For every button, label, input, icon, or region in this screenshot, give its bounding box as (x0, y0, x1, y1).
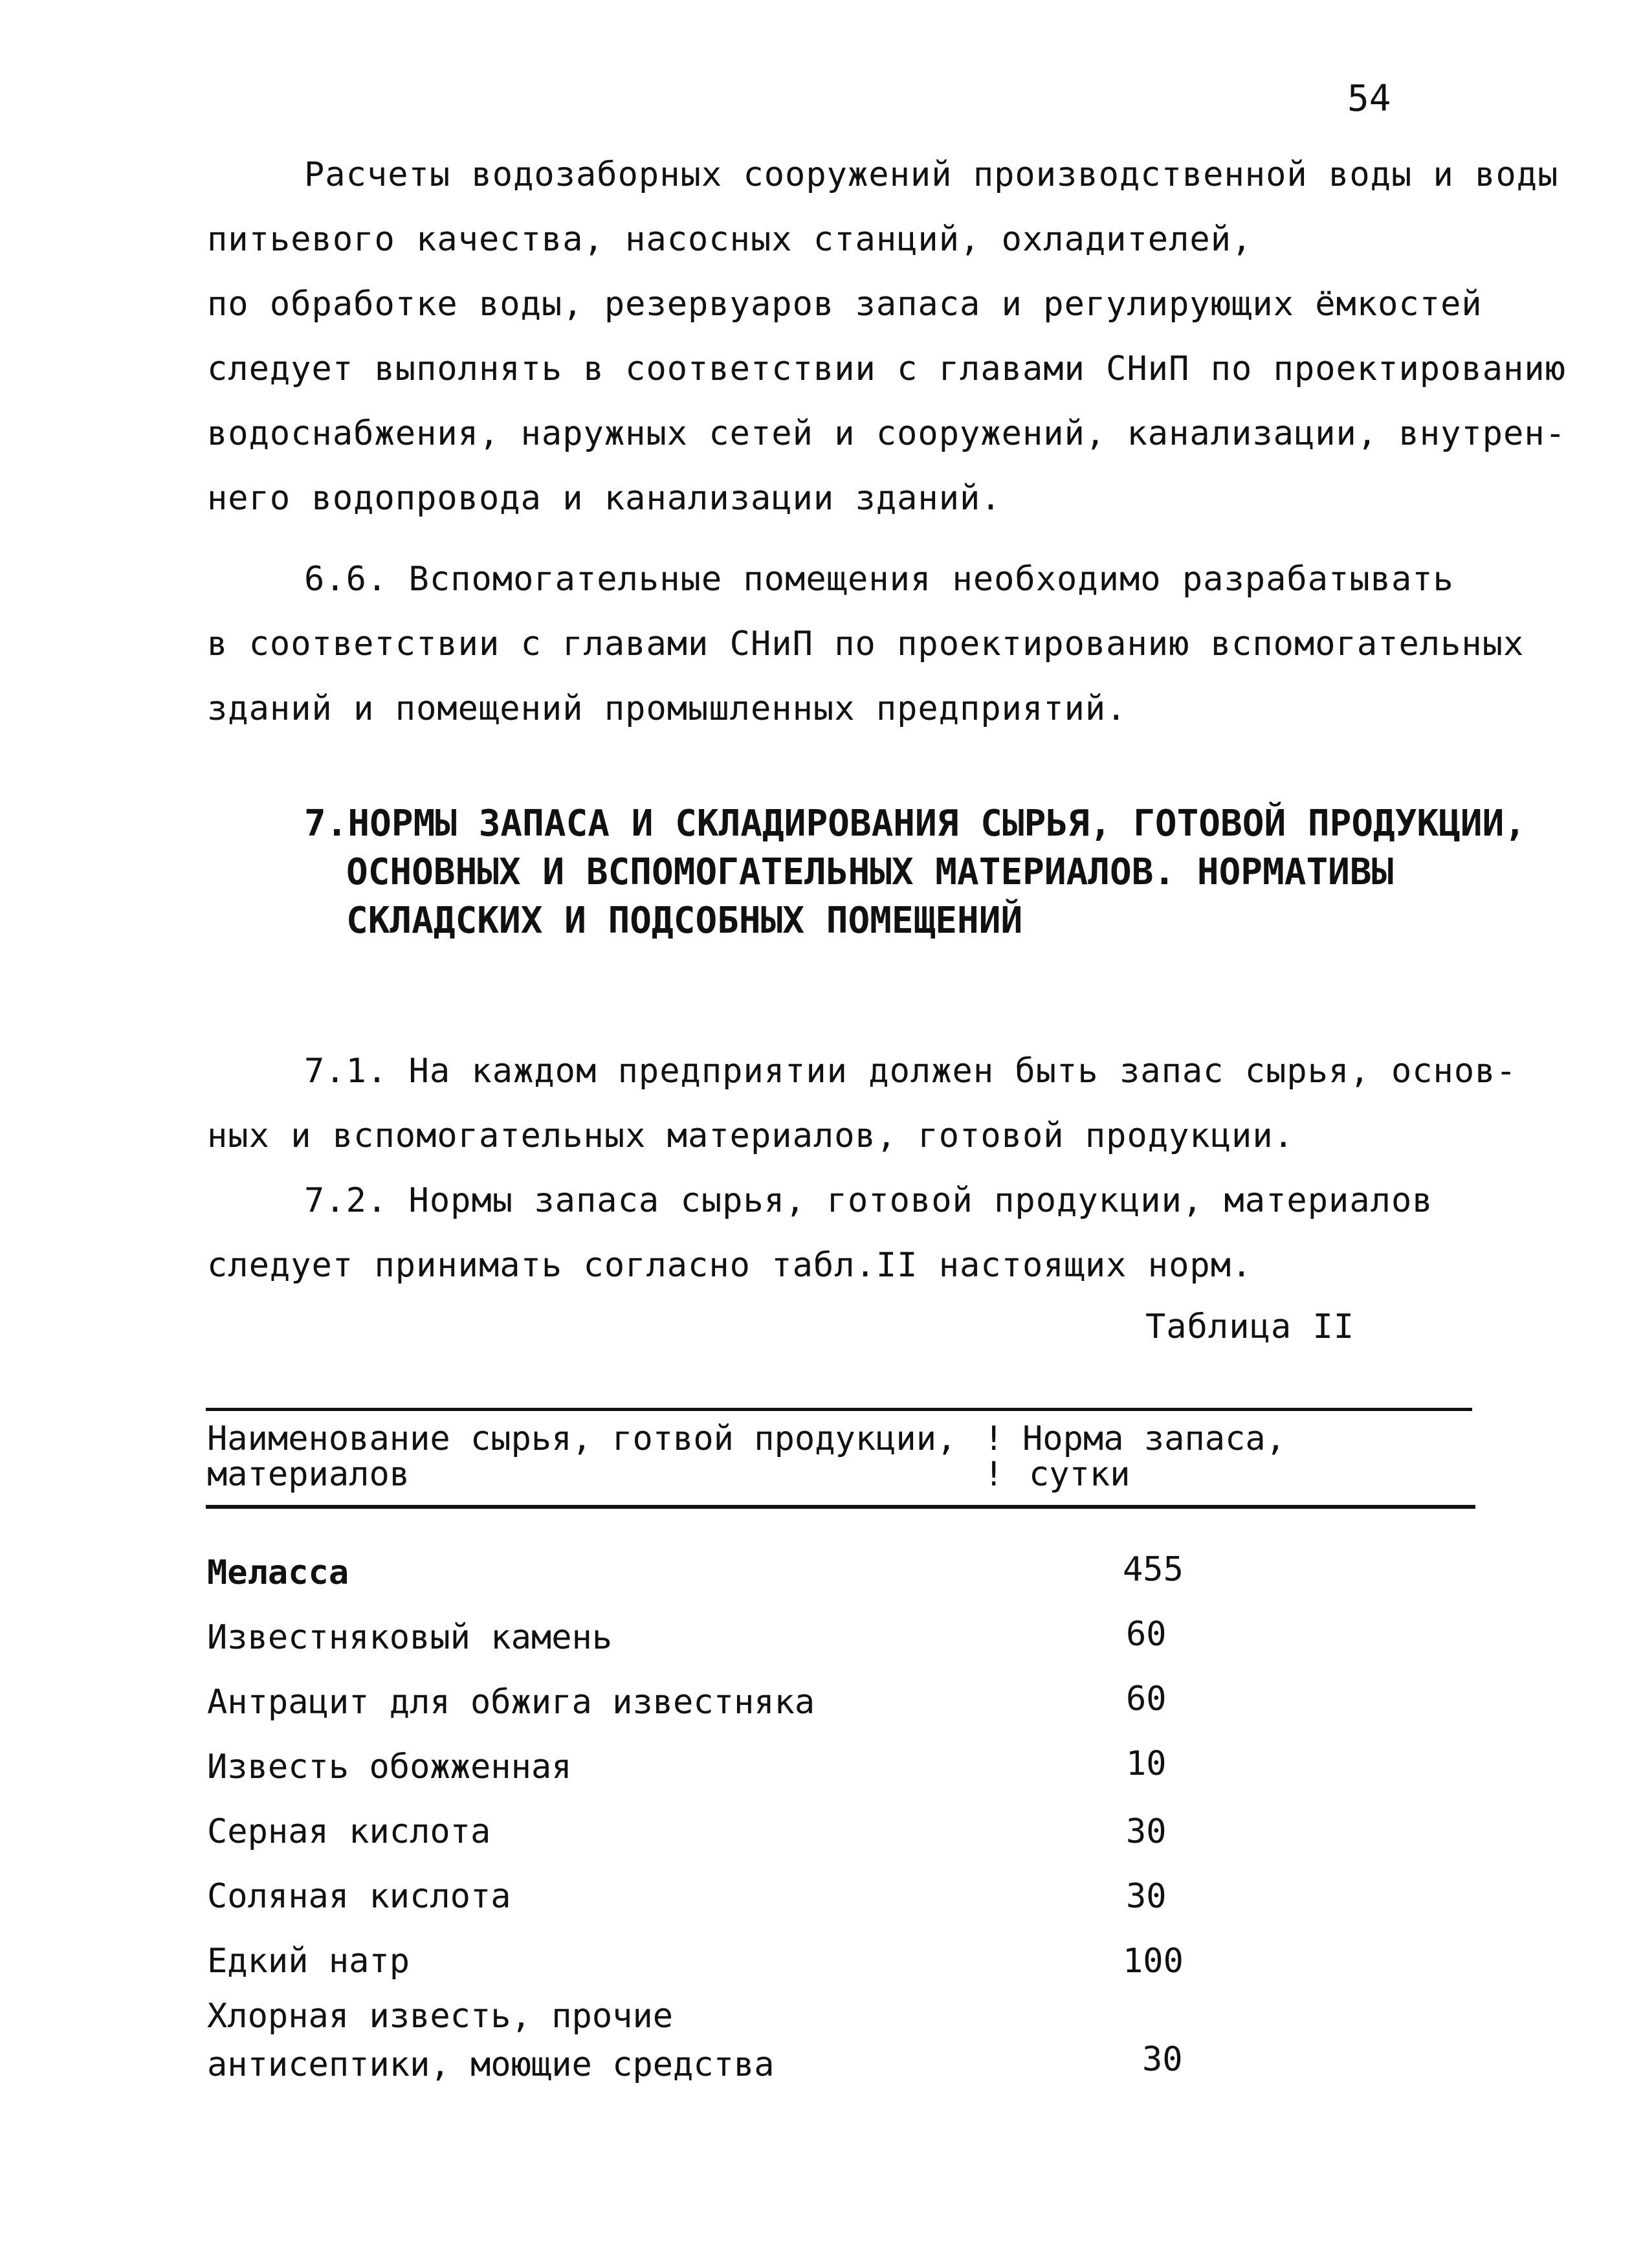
row-name: Серная кислота (207, 1812, 491, 1851)
paragraph-line: 6.6. Вспомогательные помещения необходимо разрабатывать (304, 560, 1454, 599)
header-separator: ! (984, 1455, 1004, 1494)
row-value: 100 (1123, 1942, 1184, 1981)
paragraph-line: следует принимать согласно табл.II настоящих норм. (207, 1246, 1253, 1285)
paragraph-line: следует выполнять в соответствии с главами СНиП по проектированию (207, 350, 1566, 388)
paragraph-line: Расчеты водозаборных сооружений производственной воды и воды (304, 155, 1559, 194)
paragraph-line: него водопровода и канализации зданий. (207, 479, 1002, 518)
paragraph-line: 7.1. На каждом предприятии должен быть запас сырья, основ- (304, 1052, 1517, 1091)
row-value: 455 (1123, 1550, 1184, 1589)
header-norm-line2: сутки (1029, 1455, 1130, 1494)
heading-line: ОСНОВНЫХ И ВСПОМОГАТЕЛЬНЫХ МАТЕРИАЛОВ. НОРМАТИВЫ (346, 851, 1394, 893)
header-norm-line1: Норма запаса, (1022, 1419, 1286, 1458)
row-name: антисептики, моющие средства (207, 2045, 775, 2084)
paragraph-line: ных и вспомогательных материалов, готовой продукции. (207, 1117, 1294, 1155)
row-value: 60 (1126, 1615, 1167, 1654)
table-header-rule (206, 1505, 1475, 1509)
heading-line: 7.НОРМЫ ЗАПАСА И СКЛАДИРОВАНИЯ СЫРЬЯ, ГОТОВОЙ ПРОДУКЦИИ, (304, 803, 1527, 845)
heading-line: СКЛАДСКИХ И ПОДСОБНЫХ ПОМЕЩЕНИЙ (346, 900, 1023, 942)
row-value: 60 (1126, 1680, 1167, 1718)
paragraph-line: по обработке воды, резервуаров запаса и регулирующих ёмкостей (207, 285, 1483, 324)
header-name-line1: Наименование сырья, готвой продукции, (207, 1419, 957, 1458)
page-number: 54 (1347, 78, 1391, 120)
paragraph-line: в соответствии с главами СНиП по проектированию вспомогательных (207, 625, 1525, 663)
paragraph-line: питьевого качества, насосных станций, охладителей, (207, 220, 1253, 259)
table-caption: Таблица II (1145, 1307, 1355, 1346)
row-name: Соляная кислота (207, 1877, 511, 1916)
row-value: 30 (1126, 1877, 1167, 1916)
row-name: Известняковый камень (207, 1618, 613, 1657)
paragraph-line: водоснабжения, наружных сетей и сооружений, канализации, внутрен- (207, 414, 1566, 453)
row-value: 10 (1126, 1744, 1167, 1783)
row-name: Известь обожженная (207, 1748, 572, 1786)
paragraph-line: зданий и помещений промышленных предприятий. (207, 689, 1127, 728)
row-name: Хлорная известь, прочие (207, 1997, 674, 2036)
row-name: Антрацит для обжига известняка (207, 1683, 815, 1722)
header-separator: ! (984, 1419, 1004, 1458)
row-value: 30 (1142, 2040, 1183, 2079)
row-value: 30 (1126, 1812, 1167, 1851)
row-name: Едкий натр (207, 1942, 410, 1981)
paragraph-line: 7.2. Нормы запаса сырья, готовой продукции, материалов (304, 1181, 1433, 1220)
row-name: Меласса (207, 1553, 349, 1592)
header-name-line2: материалов (207, 1455, 410, 1494)
table-top-rule (206, 1408, 1472, 1411)
